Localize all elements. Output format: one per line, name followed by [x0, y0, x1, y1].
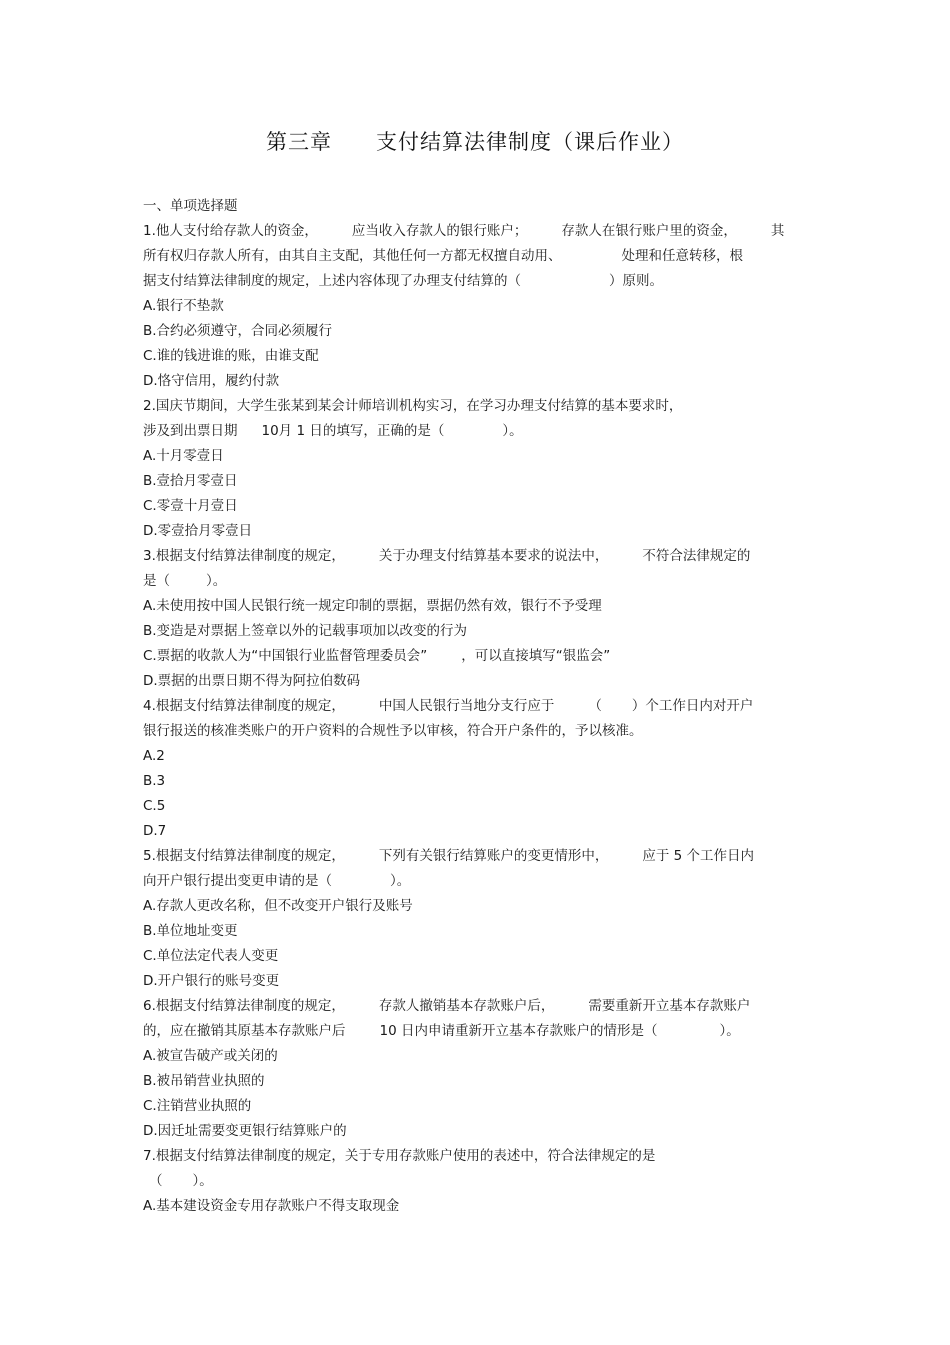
- text-segment: ）。: [502, 423, 523, 439]
- text-segment: C.谁的钱进谁的账，由谁支配: [143, 348, 319, 364]
- answer-option: [143, 369, 823, 394]
- text-segment: D.零壹拾月零壹日: [143, 523, 253, 539]
- text-segment: 存款人撤销基本存款账户后，: [378, 998, 555, 1014]
- text-segment: A.十月零壹日: [143, 448, 224, 464]
- answer-option: [143, 1069, 823, 1094]
- text-segment: 10月 1 日的填写，正确的是（: [261, 423, 445, 439]
- question-text-line: [143, 394, 823, 419]
- question-text-line: [143, 219, 823, 244]
- text-segment: 2.国庆节期间，大学生张某到某会计师培训机构实习，在学习办理支付结算的基本要求时，: [143, 398, 683, 414]
- answer-option: [143, 519, 823, 544]
- answer-option: [143, 1119, 823, 1144]
- text-segment: 关于办理支付结算基本要求的说法中，: [378, 548, 609, 564]
- question-text-line: [143, 569, 823, 594]
- text-segment: 向开户银行提出变更申请的是（: [143, 873, 332, 889]
- text-segment: B.合约必须遵守，合同必须履行: [143, 323, 333, 339]
- text-segment: 银行报送的核准类账户的开户资料的合规性予以审核，符合开户条件的，予以核准。: [143, 723, 643, 739]
- text-segment: 的，应在撤销其原基本存款账户后: [143, 1023, 346, 1039]
- text-segment: D.票据的出票日期不得为阿拉伯数码: [143, 673, 361, 689]
- section-heading: 一、单项选择题: [143, 198, 238, 214]
- text-segment: 应于 5 个工作日内: [642, 848, 755, 864]
- question-list: [143, 194, 823, 1219]
- text-segment: 据支付结算法律制度的规定，上述内容体现了办理支付结算的（: [143, 273, 521, 289]
- answer-option: [143, 944, 823, 969]
- text-segment: 5.根据支付结算法律制度的规定，: [143, 848, 345, 864]
- question-text-line: [143, 694, 823, 719]
- answer-option: [143, 894, 823, 919]
- question-text-line: [143, 244, 823, 269]
- answer-option: [143, 769, 823, 794]
- text-segment: A.基本建设资金专用存款账户不得支取现金: [143, 1198, 400, 1214]
- answer-option: [143, 919, 823, 944]
- text-segment: 中国人民银行当地分支行应于: [378, 698, 555, 714]
- text-segment: C.单位法定代表人变更: [143, 948, 279, 964]
- answer-option: [143, 819, 823, 844]
- question-text-line: [143, 994, 823, 1019]
- text-segment: 需要重新开立基本存款账户: [588, 998, 751, 1014]
- chapter-title: 支付结算法律制度（课后作业）: [376, 130, 684, 154]
- answer-option: [143, 294, 823, 319]
- text-segment: A.银行不垫款: [143, 298, 224, 314]
- text-segment: C.注销营业执照的: [143, 1098, 252, 1114]
- text-segment: 处理和任意转移，根: [621, 248, 743, 264]
- text-segment: 10 日内申请重新开立基本存款账户的情形是（: [379, 1023, 658, 1039]
- text-segment: D.因迁址需要变更银行结算账户的: [143, 1123, 347, 1139]
- question-text-line: [143, 544, 823, 569]
- text-segment: 涉及到出票日期: [143, 423, 238, 439]
- text-segment: 3.根据支付结算法律制度的规定，: [143, 548, 345, 564]
- text-segment: 4.根据支付结算法律制度的规定，: [143, 698, 345, 714]
- answer-option: [143, 444, 823, 469]
- text-segment: （: [588, 698, 602, 714]
- answer-option: [143, 1194, 823, 1219]
- question-text-line: [143, 844, 823, 869]
- answer-option: [143, 344, 823, 369]
- text-segment: 7.根据支付结算法律制度的规定，关于专用存款账户使用的表述中，符合法律规定的是: [143, 1148, 656, 1164]
- question-text-line: [143, 1019, 823, 1044]
- text-segment: A.被宣告破产或关闭的: [143, 1048, 278, 1064]
- text-segment: C.5: [143, 798, 166, 814]
- answer-option: [143, 744, 823, 769]
- answer-option: [143, 319, 823, 344]
- answer-option: [143, 1044, 823, 1069]
- text-segment: ）。: [206, 573, 227, 589]
- answer-option: [143, 644, 823, 669]
- text-segment: B.变造是对票据上签章以外的记载事项加以改变的行为: [143, 623, 468, 639]
- text-segment: 下列有关银行结算账户的变更情形中，: [378, 848, 609, 864]
- text-segment: C.票据的收款人为“中国银行业监督管理委员会”: [143, 648, 428, 664]
- text-segment: B.壹拾月零壹日: [143, 473, 238, 489]
- text-segment: 存款人在银行账户里的资金，: [561, 223, 737, 239]
- text-segment: D.7: [143, 823, 167, 839]
- question-text-line: [143, 269, 823, 294]
- answer-option: [143, 469, 823, 494]
- answer-option: [143, 1094, 823, 1119]
- text-segment: A.2: [143, 748, 165, 764]
- text-segment: ，可以直接填写“银监会”: [461, 648, 611, 664]
- text-segment: 所有权归存款人所有，由其自主支配，其他任何一方都无权擅自动用、: [143, 248, 562, 264]
- text-segment: 1.他人支付给存款人的资金，: [143, 223, 318, 239]
- text-segment: B.3: [143, 773, 166, 789]
- answer-option: [143, 669, 823, 694]
- answer-option: [143, 969, 823, 994]
- text-segment: 是（: [143, 573, 170, 589]
- question-text-line: [143, 419, 823, 444]
- text-segment: C.零壹十月壹日: [143, 498, 238, 514]
- text-segment: B.单位地址变更: [143, 923, 238, 939]
- text-segment: （: [149, 1173, 163, 1189]
- text-segment: 不符合法律规定的: [642, 548, 751, 564]
- text-segment: A.未使用按中国人民银行统一规定印制的票据，票据仍然有效，银行不予受理: [143, 598, 602, 614]
- text-segment: A.存款人更改名称，但不改变开户银行及账号: [143, 898, 413, 914]
- text-segment: 应当收入存款人的银行账户；: [351, 223, 528, 239]
- text-segment: ）原则。: [609, 273, 663, 289]
- question-text-line: [143, 1144, 823, 1169]
- text-segment: ）。: [719, 1023, 740, 1039]
- text-segment: ）个工作日内对开户: [631, 698, 754, 714]
- text-segment: D.开户银行的账号变更: [143, 973, 280, 989]
- text-segment: ）。: [192, 1173, 213, 1189]
- question-text-line: [143, 869, 823, 894]
- text-segment: B.被吊销营业执照的: [143, 1073, 265, 1089]
- question-text-line: [143, 1169, 823, 1194]
- page-title: [0, 126, 950, 156]
- chapter-number: 第三章: [266, 130, 332, 154]
- answer-option: [143, 594, 823, 619]
- answer-option: [143, 794, 823, 819]
- text-segment: 6.根据支付结算法律制度的规定，: [143, 998, 345, 1014]
- answer-option: [143, 619, 823, 644]
- answer-option: [143, 494, 823, 519]
- text-segment: ）。: [390, 873, 411, 889]
- text-segment: D.恪守信用，履约付款: [143, 373, 280, 389]
- text-segment: 其: [770, 223, 785, 239]
- question-text-line: [143, 719, 823, 744]
